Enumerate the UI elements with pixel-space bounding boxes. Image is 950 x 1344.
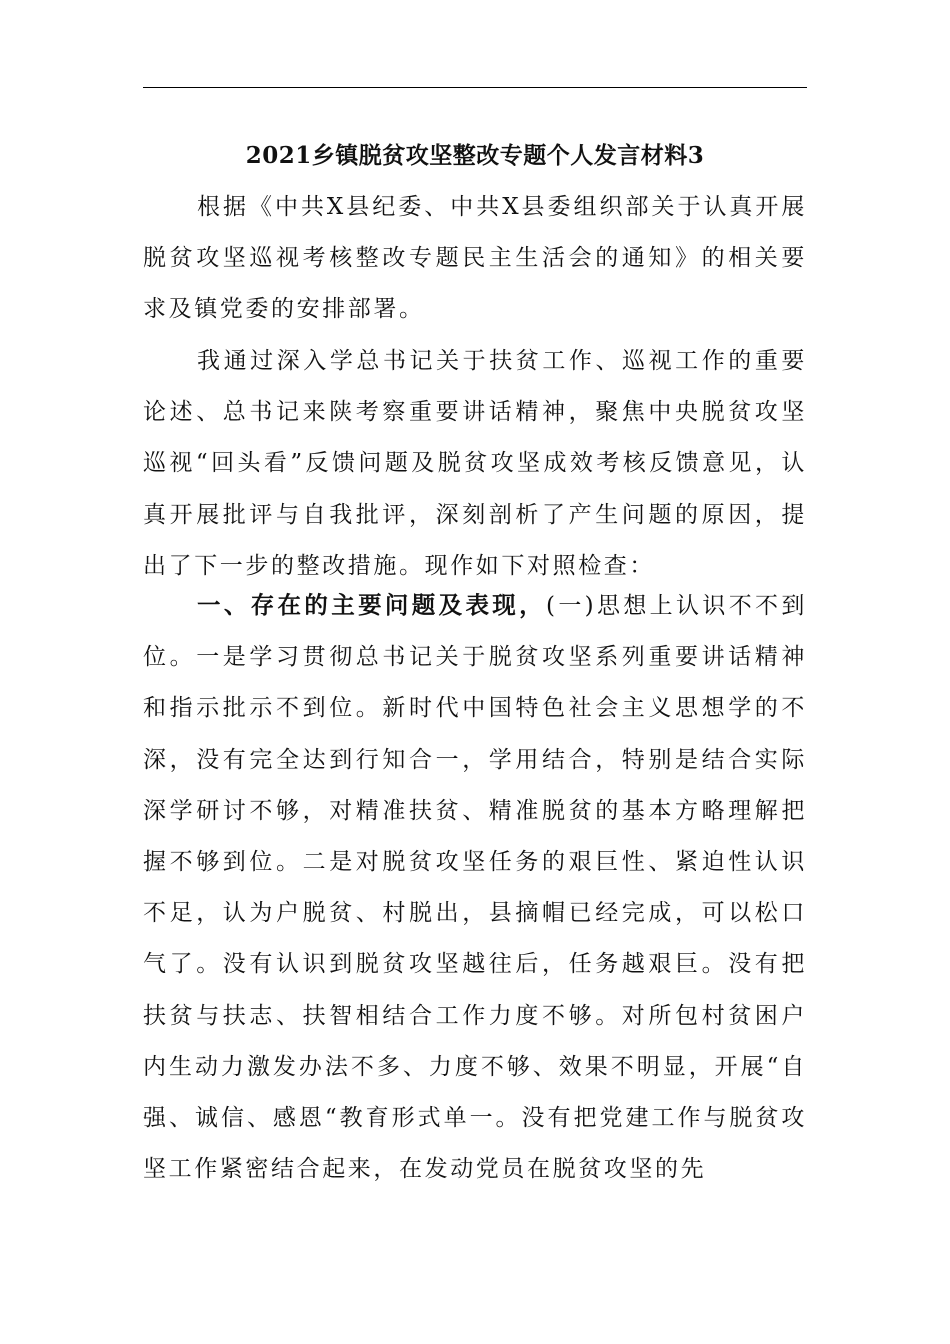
header-rule [143,87,807,88]
section-heading: 一、存在的主要问题及表现， [197,591,546,619]
paragraph-overview: 我通过深入学总书记关于扶贫工作、巡视工作的重要论述、总书记来陕考察重要讲话精神，聚焦中央脱贫攻坚巡视“回头看”反馈问题及脱贫攻坚成效考核反馈意见，认真开展批评与自我批评，深刻剖析了产生问题的原因，提出了下一步的整改措施。现作如下对照检查： [143,348,807,579]
section-body: (一)思想上认识不不到位。一是学习贯彻总书记关于脱贫攻坚系列重要讲话精神和指示批示不到位。新时代中国特色社会主义思想学的不深，没有完全达到行知合一，学用结合，特别是结合实际深学研讨不够，对精准扶贫、精准脱贫的基本方略理解把握不够到位。二是对脱贫攻坚任务的艰巨性、紧迫性认识不足，认为户脱贫、村脱出，县摘帽已经完成，可以松口气了。没有认识到脱贫攻坚越往后，任务越艰巨。没有把扶贫与扶志、扶智相结合工作力度不够。对所包村贫困户内生动力激发办法不多、力度不够、效果不明显，开展“自强、诚信、感恩“教育形式单一。没有把党建工作与脱贫攻坚工作紧密结合起来，在发动党员在脱贫攻坚的先 [143,593,807,1183]
document-title: 2021乡镇脱贫攻坚整改专题个人发言材料3 [245,142,705,169]
paragraph-section-1 [143,580,807,1195]
paragraph-intro: 根据《中共X县纪委、中共X县委组织部关于认真开展脱贫攻坚巡视考核整改专题民主生活会的通知》的相关要求及镇党委的安排部署。 [143,194,807,323]
